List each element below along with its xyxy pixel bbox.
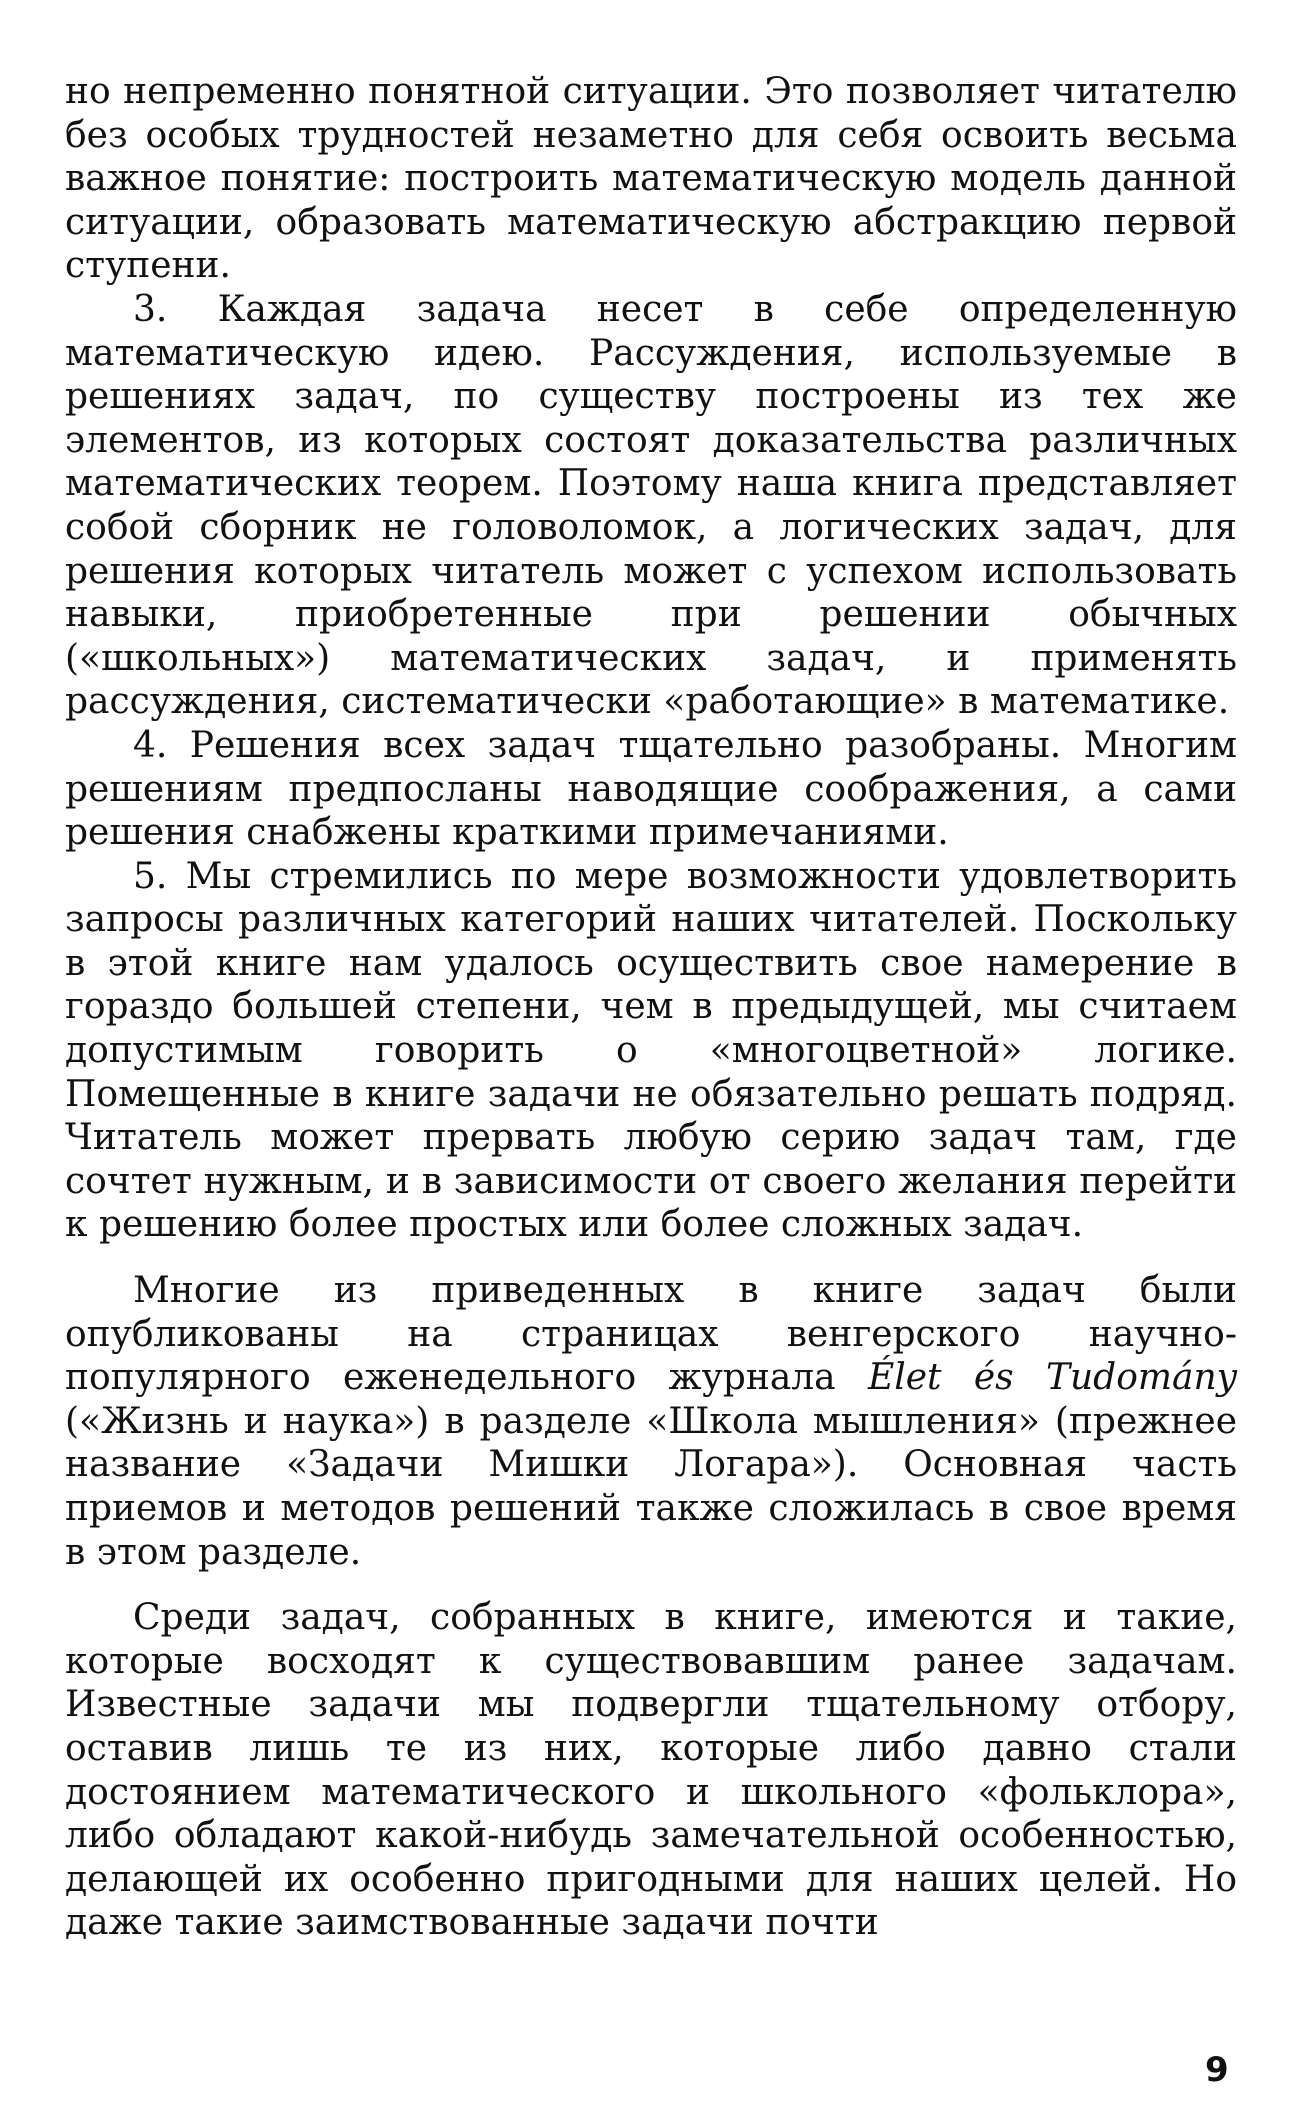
- page-body: [65, 70, 1237, 1945]
- paragraph-borrowed-problems: Среди задач, собранных в книге, имеются и такие, которые восходят к существовавшим ранее задачам. Известные задачи мы подвергли тщательному отбору, оставив лишь те из них, которые либо давно стали достоянием математического и школьного «фольклора», либо обладают какой-нибудь замечательной особенностью, делающей их особенно пригодными для наших целей. Но даже такие заимствованные задачи почти: [65, 1597, 1237, 1944]
- paragraph-publication-text-after: («Жизнь и наука») в разделе «Школа мышления» (прежнее название «Задачи Мишки Логара»). Основная часть приемов и методов решений также сложилась в свое время в этом разделе.: [65, 1400, 1237, 1573]
- paragraph-publication-text-before: Многие из приведенных в книге задач были опубликованы на страницах венгерского научно-популярного еженедельного журнала: [65, 1270, 1237, 1399]
- page-number: 9: [1205, 2050, 1229, 2090]
- paragraph-item-4: 4. Решения всех задач тщательно разобраны. Многим решениям предпосланы наводящие соображения, а сами решения снабжены краткими примечаниями.: [65, 724, 1237, 854]
- paragraph-item-5: 5. Мы стремились по мере возможности удовлетворить запросы различных категорий наших читателей. Поскольку в этой книге нам удалось осуществить свое намерение в гораздо большей степени, чем в предыдущей, мы считаем допустимым говорить о «многоцветной» логике. Помещенные в книге задачи не обязательно решать подряд. Читатель может прервать любую серию задач там, где сочтет нужным, и в зависимости от своего желания перейти к решению более простых или более сложных задач.: [65, 855, 1237, 1246]
- paragraph-publication-note: [65, 1269, 1237, 1574]
- journal-title: Élet és Tudomány: [867, 1357, 1237, 1399]
- paragraph-item-3: 3. Каждая задача несет в себе определенную математическую идею. Рассуждения, используемые в решениях задач, по существу построены из тех же элементов, из которых состоят доказательства различных математических теорем. Поэтому наша книга представляет собой сборник не головоломок, а логических задач, для решения которых читатель может с успехом использовать навыки, приобретенные при решении обычных («школьных») математических задач, и применять рассуждения, систематически «работающие» в математике.: [65, 288, 1237, 723]
- paragraph-continuation: но непременно понятной ситуации. Это позволяет читателю без особых трудностей незаметно для себя освоить весьма важное понятие: построить математическую модель данной ситуации, образовать математическую абстракцию первой ступени.: [65, 71, 1237, 287]
